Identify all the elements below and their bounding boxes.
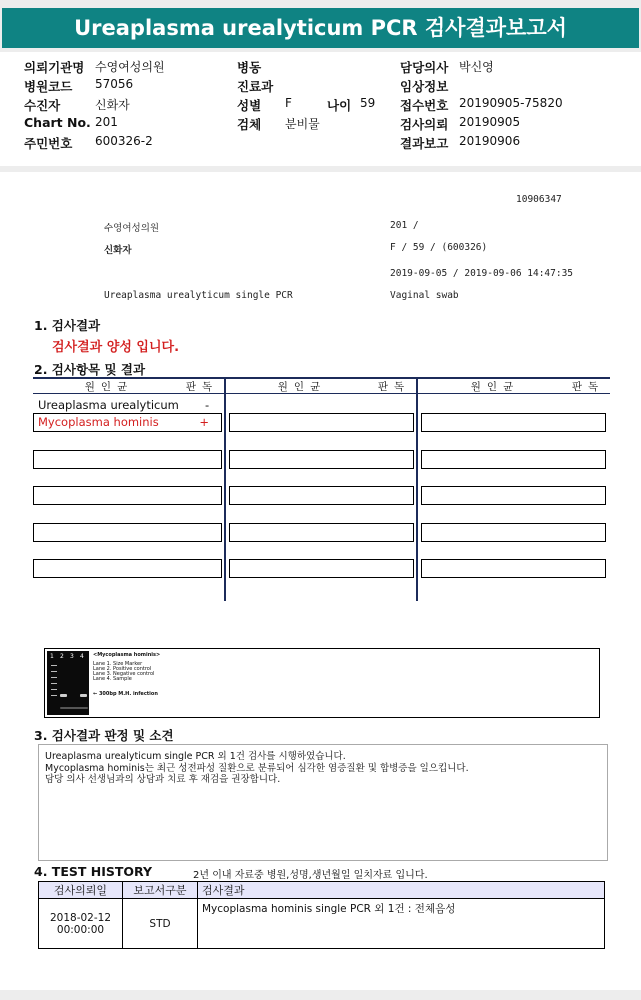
col-judgement-2: 판독 (377, 380, 411, 393)
hospital-label: 의뢰기관명 (24, 60, 85, 75)
empty-result-cell (33, 486, 222, 505)
empty-result-cell (33, 523, 222, 542)
gel-legend: Lane 2. Positive control (93, 666, 152, 672)
gel-photo (47, 651, 89, 715)
doctor-label: 담당의사 (400, 60, 449, 75)
lane-label: 3 (70, 653, 74, 660)
section-3-title: 3. 검사결과 판정 및 소견 (34, 728, 174, 743)
history-date (39, 899, 123, 949)
ward-label: 병동 (237, 60, 262, 75)
table-row (39, 899, 605, 949)
gel-legend: Lane 3. Negative control (93, 671, 155, 677)
empty-result-cell (33, 559, 222, 578)
empty-result-cell (229, 486, 414, 505)
history-table (38, 881, 605, 949)
code-value: 57056 (95, 77, 134, 91)
report-chart-line: 201 / (390, 220, 419, 231)
report-title: Ureaplasma urealyticum PCR 검사결과보고서 (2, 8, 639, 48)
patient-value: 신화자 (95, 98, 130, 112)
lane-label: 1 (50, 653, 54, 660)
gel-title: <Mycoplasma hominis> (93, 652, 161, 658)
empty-result-cell (229, 413, 414, 432)
pathogen-name: Ureaplasma urealyticum (38, 398, 179, 412)
patient-info-panel (0, 52, 641, 166)
empty-result-cell (421, 413, 606, 432)
empty-result-cell (421, 559, 606, 578)
ladder-band (51, 671, 57, 672)
primer-band (60, 707, 88, 709)
history-header-type: 보고서구분 (123, 882, 198, 899)
chart-value: 201 (95, 115, 118, 129)
result-row-ureaplasma (38, 398, 210, 412)
report-page (0, 172, 641, 990)
history-header-date: 검사의뢰일 (39, 882, 123, 899)
chart-label: Chart No. (24, 115, 91, 130)
receipt-label: 접수번호 (400, 98, 449, 113)
col-pathogen-2: 원인균 (277, 380, 327, 393)
report-test-name: Ureaplasma urealyticum single PCR (104, 290, 293, 301)
request-value: 20190905 (459, 115, 521, 129)
empty-result-cell (421, 486, 606, 505)
specimen-value: 분비물 (285, 117, 320, 131)
clinical-label: 임상정보 (400, 79, 449, 94)
ladder-band (51, 665, 57, 666)
result-row-mycoplasma (33, 413, 222, 432)
history-date-time: 00:00:00 (56, 923, 105, 936)
empty-result-cell (421, 450, 606, 469)
empty-result-cell (33, 450, 222, 469)
id-value: 600326-2 (95, 134, 153, 148)
hospital-value: 수영여성의원 (95, 60, 165, 74)
sex-label: 성별 (237, 98, 262, 113)
ladder-band (51, 683, 57, 684)
ladder-band (51, 689, 57, 690)
report-dates: 2019-09-05 / 2019-09-06 14:47:35 (390, 268, 574, 279)
doctor-value: 박신영 (459, 60, 494, 74)
ladder-band (51, 677, 57, 678)
empty-result-cell (229, 523, 414, 542)
ladder-band (51, 695, 57, 696)
history-result: Mycoplasma hominis single PCR 외 1건 : 전체음성 (198, 899, 605, 949)
opinion-box (38, 744, 608, 861)
lane-label: 4 (80, 653, 84, 660)
report-patient: 신화자 (104, 245, 132, 256)
col-pathogen-3: 원인균 (470, 380, 520, 393)
gel-legend: Lane 4. Sample (93, 676, 132, 682)
patient-label: 수진자 (24, 98, 61, 113)
section-1-title: 1. 검사결과 (34, 318, 101, 333)
gel-legend: Lane 1. Size Marker (93, 661, 143, 667)
column-divider-2 (416, 377, 418, 601)
history-header-result: 검사결과 (198, 882, 605, 899)
id-label: 주민번호 (24, 136, 73, 151)
code-label: 병원코드 (24, 79, 73, 94)
positive-control-band (60, 694, 67, 697)
column-header-3 (422, 379, 608, 393)
positive-result-text: 검사결과 양성 입니다. (52, 340, 180, 355)
report-hospital: 수영여성의원 (104, 223, 160, 234)
report-specimen: Vaginal swab (390, 290, 459, 301)
opinion-line: Mycoplasma hominis는 최근 성전파성 질환으로 분류되어 심각한 염증질환 및 합병증을 일으킵니다. (45, 762, 469, 774)
gel-arrow-label: ← 300bp M.H. infection (93, 691, 158, 697)
pathogen-name: Mycoplasma hominis (38, 415, 159, 429)
section-4-title: 4. TEST HISTORY (34, 864, 153, 879)
section-2-title: 2. 검사항목 및 결과 (34, 362, 146, 377)
column-header-1 (36, 379, 222, 393)
report-sex-age: F / 59 / (600326) (390, 242, 488, 253)
gel-arrow-text: 300bp M.H. infection (98, 691, 158, 697)
dept-label: 진료과 (237, 79, 274, 94)
report-number: 10906347 (516, 194, 562, 205)
age-value: 59 (360, 96, 376, 110)
opinion-line: 담당 의사 선생님과의 상담과 치료 후 재검을 권장합니다. (45, 774, 281, 785)
empty-result-cell (421, 523, 606, 542)
sample-band (80, 694, 87, 697)
opinion-line: Ureaplasma urealyticum single PCR 외 1건 검사를 시행하였습니다. (45, 751, 346, 762)
report-date-value: 20190906 (459, 134, 521, 148)
specimen-label: 검체 (237, 117, 262, 132)
empty-result-cell (229, 450, 414, 469)
col-judgement-3: 판독 (571, 380, 605, 393)
history-type: STD (123, 899, 198, 949)
request-label: 검사의뢰 (400, 117, 449, 132)
sex-value: F (285, 96, 292, 110)
gel-electrophoresis-image (44, 648, 600, 718)
lane-label: 2 (60, 653, 64, 660)
column-divider-1 (224, 377, 226, 601)
report-date-label: 결과보고 (400, 136, 449, 151)
judgement-mark: + (199, 415, 209, 429)
col-judgement-1: 판독 (185, 380, 219, 393)
age-label: 나이 (327, 98, 352, 113)
empty-result-cell (229, 559, 414, 578)
col-pathogen-1: 원인균 (84, 380, 134, 393)
receipt-value: 20190905-75820 (459, 96, 563, 110)
judgement-mark: - (205, 398, 210, 412)
column-header-2 (230, 379, 414, 393)
history-note: 2년 이내 자료중 병원,성명,생년월일 일치자료 입니다. (193, 870, 428, 881)
history-date-day: 2018-02-12 (49, 911, 112, 924)
